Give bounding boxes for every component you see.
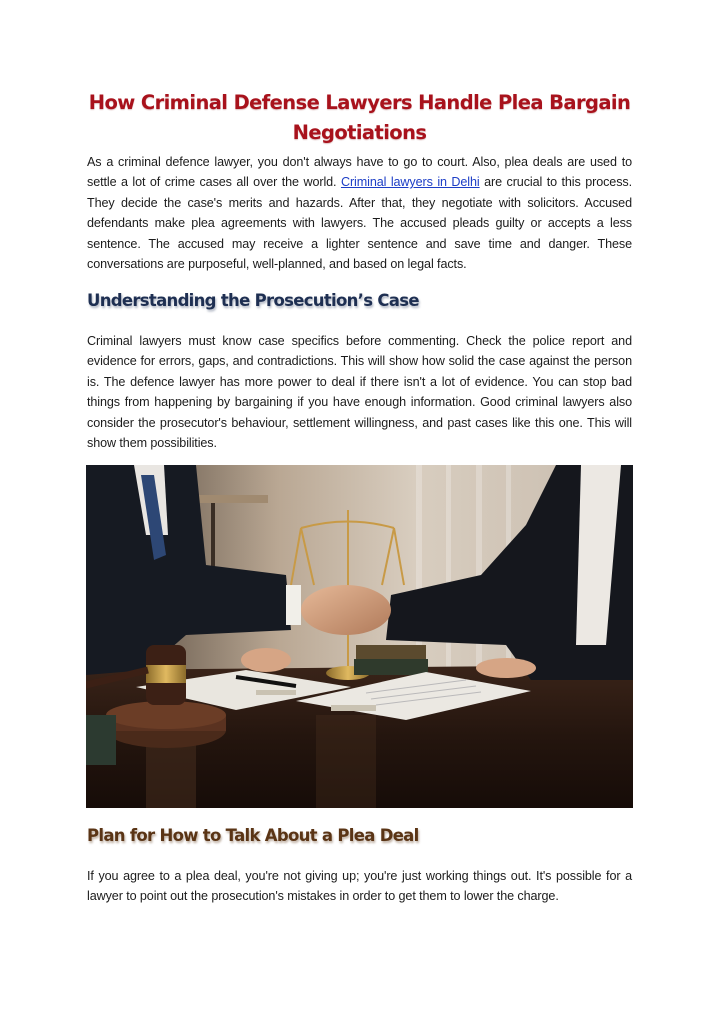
section-paragraph-prosecution-case: Criminal lawyers must know case specifics before commenting. Check the police report and evidence for errors, gaps, and contradictions. This will show how solid the case against the person is. The defence lawyer has more power to deal if there isn't a lot of evidence. You can stop bad things from happening by bargaining if you have enough information. Good criminal lawyers also consider the prosecutor's behaviour, settlement willingness, and past cases like this one. This will show them possibilities. [87, 334, 632, 451]
section-heading-plea-deal-plan: Plan for How to Talk About a Plea Deal [87, 826, 419, 845]
section-paragraph-plea-deal-plan: If you agree to a plea deal, you're not giving up; you're just working things out. It's possible for a lawyer to point out the prosecution's mistakes in order to get them to lower the charge. [87, 869, 632, 904]
document-title: How Criminal Defense Lawyers Handle Plea Bargain Negotiations [88, 91, 631, 144]
handshake-photo [86, 465, 633, 808]
criminal-lawyers-delhi-link[interactable]: Criminal lawyers in Delhi [340, 175, 480, 190]
intro-text-before-link: As a criminal defence lawyer, you don't always have to go to court. Also, plea deals are used to settle a lot of crime cases all over the world. [87, 155, 632, 190]
intro-paragraph [87, 152, 632, 274]
intro-text-after-link: are crucial to this process. They decide the case's merits and hazards. After that, they negotiate with solicitors. Accused defendants make plea agreements with lawyers. The accused pleads guilty or accepts a less sentence. The accused may receive a lighter sentence and save time and danger. These conversations are purposeful, well-planned, and based on legal facts. [87, 175, 632, 272]
section-heading-prosecution-case: Understanding the Prosecution’s Case [87, 291, 419, 310]
